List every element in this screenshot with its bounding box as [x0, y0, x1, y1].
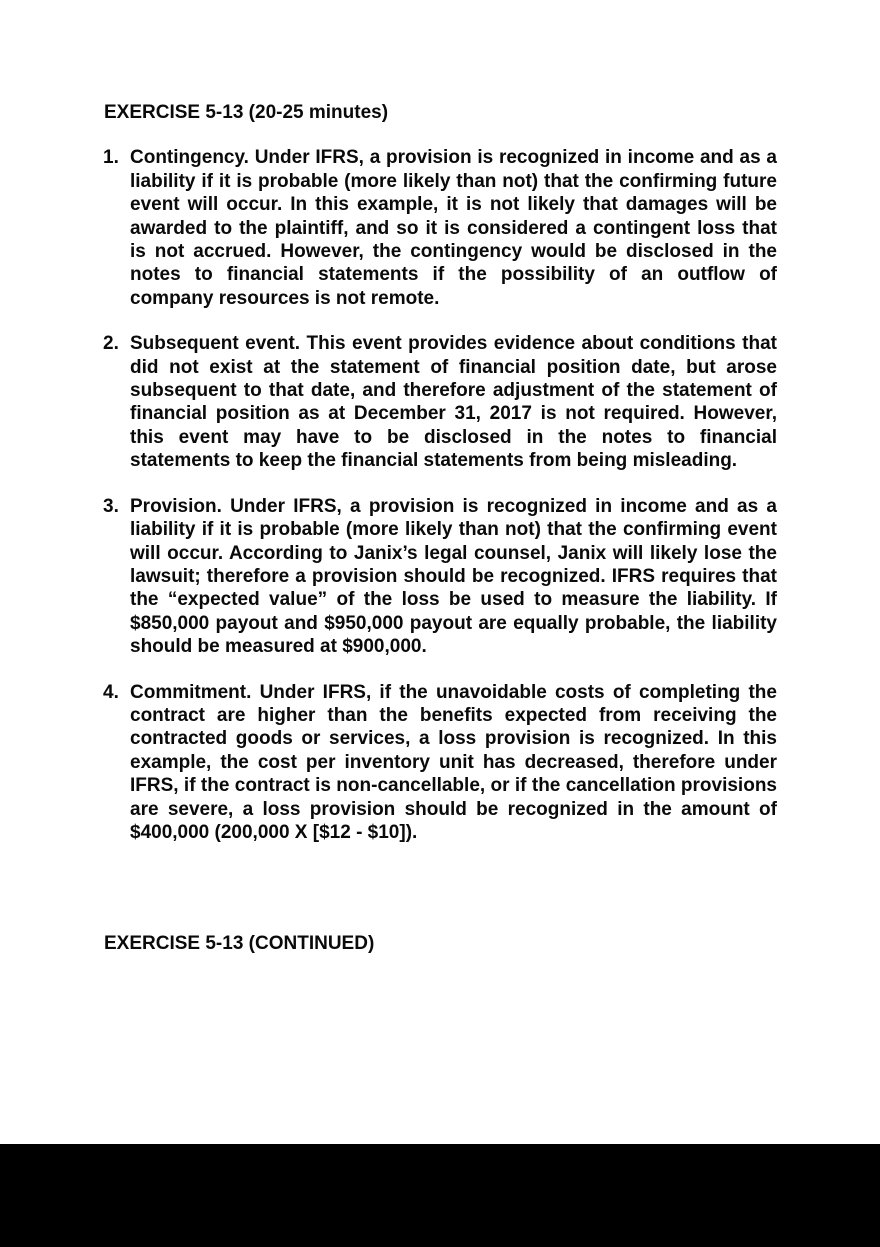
bottom-letterbox	[0, 1144, 880, 1247]
solution-item-2	[103, 332, 777, 472]
solution-item-4	[103, 681, 777, 845]
item-text: Subsequent event. This event provides evidence about conditions that did not exist at the statement of financial position date, but arose subsequent to that date, and therefore adjustment of the statement of financial position as at December 31, 2017 is not required. However, this event may have to be disclosed in the notes to financial statements to keep the financial statements from being misleading.	[130, 333, 777, 472]
item-text: Commitment. Under IFRS, if the unavoidable costs of completing the contract are higher than the benefits expected from receiving the contracted goods or services, a loss provision is recognized. In this example, the cost per inventory unit has decreased, therefore under IFRS, if the contract is non-cancellable, or if the cancellation provisions are severe, a loss provision should be recognized in the amount of $400,000 (200,000 X [$12 - $10]).	[130, 681, 777, 843]
solution-list	[103, 146, 777, 844]
item-number: 4.	[103, 681, 119, 703]
item-number: 2.	[103, 333, 119, 355]
exercise-heading: EXERCISE 5-13 (20-25 minutes)	[104, 102, 389, 123]
item-number: 1.	[103, 147, 119, 169]
item-text: Provision. Under IFRS, a provision is recognized in income and as a liability if it is probable (more likely than not) that the confirming event will occur. According to Janix’s legal counsel, Janix will likely lose the lawsuit; therefore a provision should be recognized. IFRS requires that the “expected value” of the loss be used to measure the liability. If $850,000 payout and $950,000 payout are equally probable, the liability should be measured at $900,000.	[130, 495, 777, 658]
continued-heading: EXERCISE 5-13 (CONTINUED)	[104, 933, 375, 955]
solution-item-3	[103, 495, 777, 659]
item-text: Contingency. Under IFRS, a provision is recognized in income and as a liability if it is probable (more likely than not) that the confirming future event will occur. In this example, it is not likely that damages will be awarded to the plaintiff, and so it is considered a contingent loss that is not accrued. However, the contingency would be disclosed in the notes to financial statements if the possibility of an outflow of company resources is not remote.	[130, 147, 777, 309]
solution-item-1	[103, 146, 777, 310]
item-number: 3.	[103, 495, 119, 517]
